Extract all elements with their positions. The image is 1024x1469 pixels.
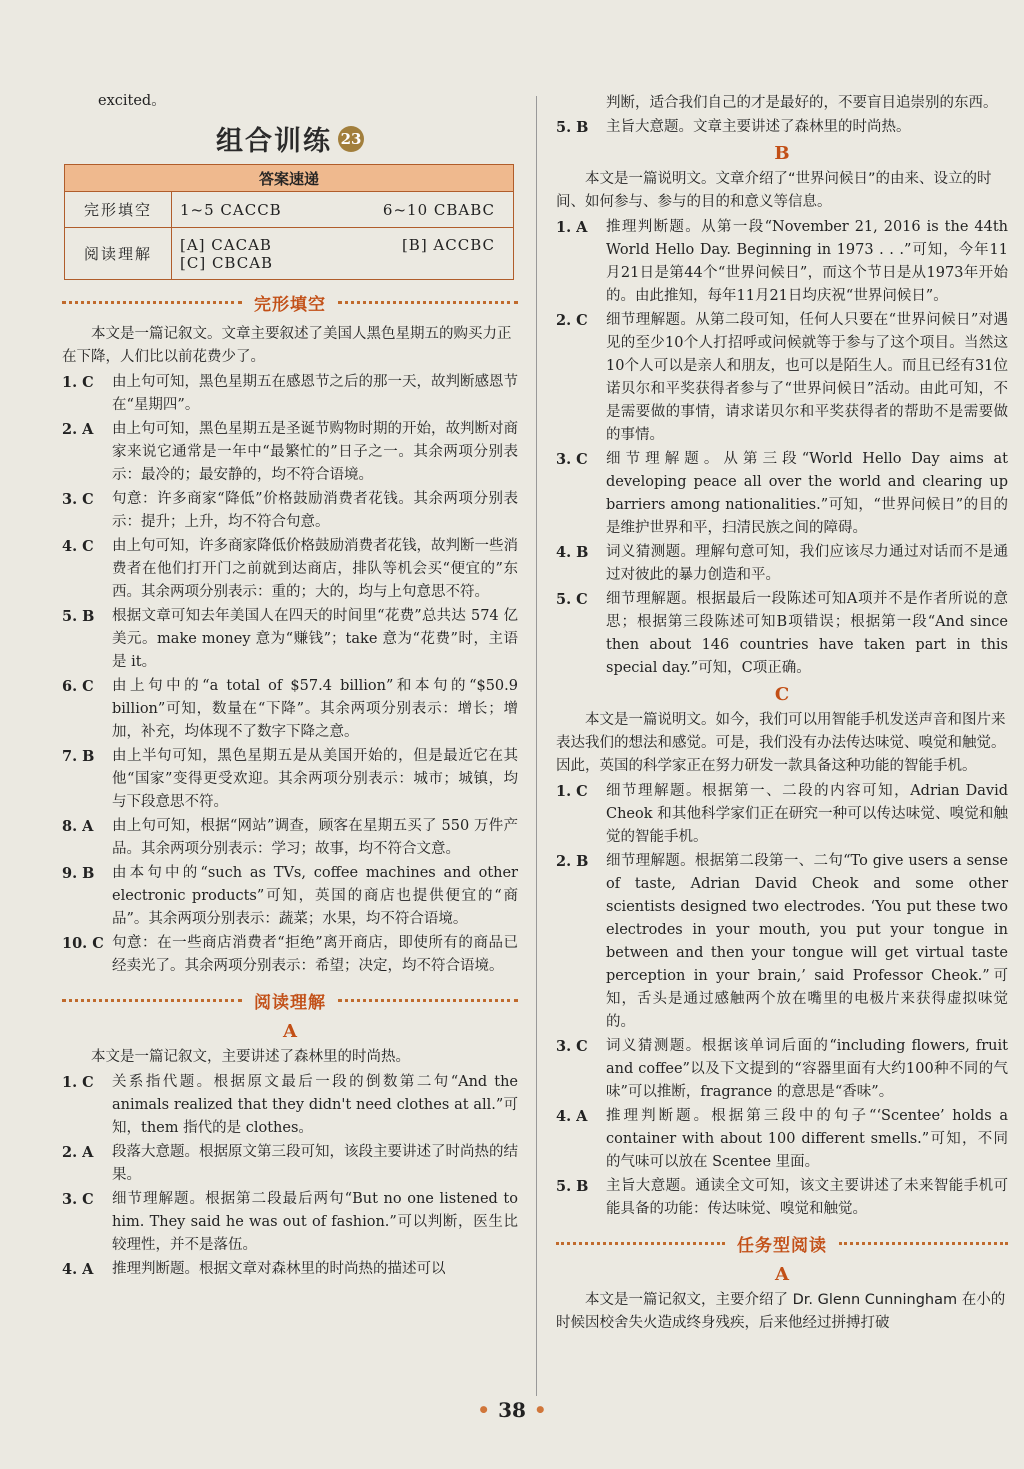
section-intro: 本文是一篇记叙文，主要讲述了森林里的时尚热。 [91, 1049, 410, 1065]
answer-item: 1. C 细节理解题。根据第一、二段的内容可知，Adrian David Cheok 和其他科学家们正在研究一种可以传达味觉、嗅觉和触觉的智能手机。 [556, 783, 1008, 845]
answer-item: 1. A 推理判断题。从第一段“November 21, 2016 is the 44th World Hello Day. Beginning in 1973 . . .”可知，今年11月21日是第44个“世界问候日”，而这个节日是从1973年开始的。由此推知，每年11月21日均庆祝“世界问候日”。 [556, 219, 1008, 304]
answer-item: 5. B 主旨大意题。文章主要讲述了森林里的时尚热。 [556, 119, 911, 136]
answer-item: 7. B 由上半句可知，黑色星期五是从美国开始的，但是最近它在其他“国家”变得更受欢迎。其余两项分别表示：城市；城镇，均与下段意思不符。 [62, 748, 518, 810]
answer-item: 2. A 段落大意题。根据原文第三段可知，该段主要讲述了时尚热的结果。 [62, 1144, 518, 1183]
column-divider [536, 96, 537, 1396]
answer-item: 4. A 推理判断题。根据文章对森林里的时尚热的描述可以 [62, 1261, 446, 1278]
answer-item: 8. A 由上句可知，根据“网站”调查，顾客在星期五买了 550 万件产品。其余两项分别表示：学习；故事，均不符合文意。 [62, 818, 518, 857]
section-heading: 阅读理解 [62, 988, 518, 1013]
answer-item: 5. C 细节理解题。根据最后一段陈述可知A项并不是作者所说的意思；根据第三段陈述可知B项错误；根据第一段“And since then about 146 countries have taken part in this special day.”可知，C项正确。 [556, 591, 1008, 676]
answer-item: 3. C 词义猜测题。根据该单词后面的“including flowers, fruit and coffee”以及下文提到的“容器里面有大约100种不同的气味”可以推断，fragrance 的意思是“香味”。 [556, 1038, 1008, 1100]
subsection-letter: A [283, 1021, 297, 1042]
title-number-badge: 23 [338, 126, 364, 152]
subsection-letter: C [774, 684, 790, 705]
right-column [556, 92, 1008, 1337]
page-title [62, 119, 518, 158]
answer-cell: [B] ACCBC [401, 235, 495, 254]
cloze-items [62, 371, 518, 978]
answer-item: 3. C 句意：许多商家“降低”价格鼓励消费者花钱。其余两项分别表示：提升；上升，均不符合句意。 [62, 491, 518, 530]
section-intro: 本文是一篇记叙文。文章主要叙述了美国人黑色星期五的购买力正在下降，人们比以前花费少了。 [62, 326, 512, 365]
answer-cell: [C] CBCAB [180, 253, 274, 272]
answer-table [64, 164, 514, 280]
answer-item: 3. C 细节理解题。从第三段“World Hello Day aims at developing peace all over the world and clearing up barriers among nationalities.”可知，“世界问候日”的目的是维护世界和平，扫清民族之间的障碍。 [556, 451, 1008, 536]
page-number: • 38 • [477, 1398, 547, 1422]
section-intro: 本文是一篇说明文。文章介绍了“世界问候日”的由来、设立的时间、如何参与、参与的目的和意义等信息。 [556, 171, 992, 210]
answer-item: 2. C 细节理解题。从第二段可知，任何人只要在“世界问候日”对遇见的至少10个人打招呼或问候就等于参与了这个项目。当然这10个人可以是亲人和朋友，也可以是陌生人。而且已经有31位诺贝尔和平奖获得者参与了“世界问候日”活动。由此可知，不是需要做的事情，请求诺贝尔和平奖获得者的帮助不是需要做的事情。 [556, 312, 1008, 443]
answer-table-label: 完形填空 [65, 192, 172, 228]
answer-item: 9. B 由本句中的“such as TVs, coffee machines and other electronic products”可知，英国的商店也提供便宜的“商品”。其余两项分别表示：蔬菜；水果，均不符合语境。 [62, 865, 518, 927]
answer-item: 5. B 主旨大意题。通读全文可知，该文主要讲述了未来智能手机可能具备的功能：传达味觉、嗅觉和触觉。 [556, 1178, 1008, 1217]
answer-item: 3. C 细节理解题。根据第二段最后两句“But no one listened to him. They said he was out of fashion.”可以判断，医生比较理性，并不是落伍。 [62, 1191, 518, 1253]
section-heading: 完形填空 [62, 290, 518, 315]
answer-item: 1. C 由上句可知，黑色星期五在感恩节之后的那一天，故判断感恩节在“星期四”。 [62, 374, 518, 413]
section-intro: 本文是一篇说明文。如今，我们可以用智能手机发送声音和图片来表达我们的想法和感觉。可是，我们没有办法传达味觉、嗅觉和触觉。因此，英国的科学家正在努力研发一款具备这种功能的智能手机。 [556, 712, 1006, 774]
answer-item: 4. C 由上句可知，许多商家降低价格鼓励消费者花钱，故判断一些消费者在他们打开门之前就到达商店，排队等机会买“便宜的”东西。其余两项分别表示：重的；大的，均与上句意思不符。 [62, 538, 518, 600]
answer-cell: [A] CACAB [180, 235, 272, 254]
title-text: 组合训练 [216, 126, 332, 157]
section-intro: 本文是一篇记叙文，主要介绍了 Dr. Glenn Cunningham 在小的时候因校舍失火造成终身残疾，后来他经过拼搏打破 [556, 1292, 1006, 1331]
subsection-letter: A [775, 1264, 789, 1285]
answer-cell: 1~5 CACCB [180, 200, 282, 219]
answer-item: 4. A 推理判断题。根据第三段中的句子“‘Scentee’ holds a container with about 100 different smells.”可知，不同的气味可以放在 Scentee 里面。 [556, 1108, 1008, 1170]
answer-table-label: 阅读理解 [65, 228, 172, 280]
continued-fragment: excited。 [98, 93, 166, 109]
section-heading: 任务型阅读 [556, 1231, 1008, 1256]
answer-cell: 6~10 CBABC [382, 200, 495, 219]
answer-item: 10. C 句意：在一些商店消费者“拒绝”离开商店，即使所有的商品已经卖光了。其余两项分别表示：希望；决定，均不符合语境。 [62, 935, 518, 974]
answer-item: 1. C 关系指代题。根据原文最后一段的倒数第二句“And the animals realized that they didn't need clothes at all.”可知，them 指代的是 clothes。 [62, 1074, 518, 1136]
answer-item: 6. C 由上句中的“a total of $57.4 billion”和本句的“$50.9 billion”可知，数量在“下降”。其余两项分别表示：增长；增加，补充，均体现不了数字下降之意。 [62, 678, 518, 740]
answer-item: 4. B 词义猜测题。理解句意可知，我们应该尽力通过对话而不是通过对彼此的暴力创造和平。 [556, 544, 1008, 583]
item-continuation: 判断，适合我们自己的才是最好的，不要盲目追崇别的东西。 [606, 95, 998, 111]
left-column [62, 88, 518, 1282]
answer-item: 2. B 细节理解题。根据第二段第一、二句“To give users a sense of taste, Adrian David Cheok and some other scientists designed two electrodes. ‘You put these two electrodes in your mouth, you put your tongue in between and then your tongue will get virtual taste perception in your brain,’ said Professor Cheok.”可知，舌头是通过感触两个放在嘴里的电极片来获得虚拟味觉的。 [556, 853, 1008, 1030]
subsection-letter: B [774, 143, 790, 164]
answer-table-header: 答案速递 [65, 165, 514, 192]
answer-item: 5. B 根据文章可知去年美国人在四天的时间里“花费”总共达 574 亿美元。make money 意为“赚钱”；take 意为“花费”时，主语是 it。 [62, 608, 518, 670]
answer-item: 2. A 由上句可知，黑色星期五是圣诞节购物时期的开始，故判断对商家来说它通常是一年中“最繁忙的”日子之一。其余两项分别表示：最冷的；最安静的，均不符合语境。 [62, 421, 518, 483]
